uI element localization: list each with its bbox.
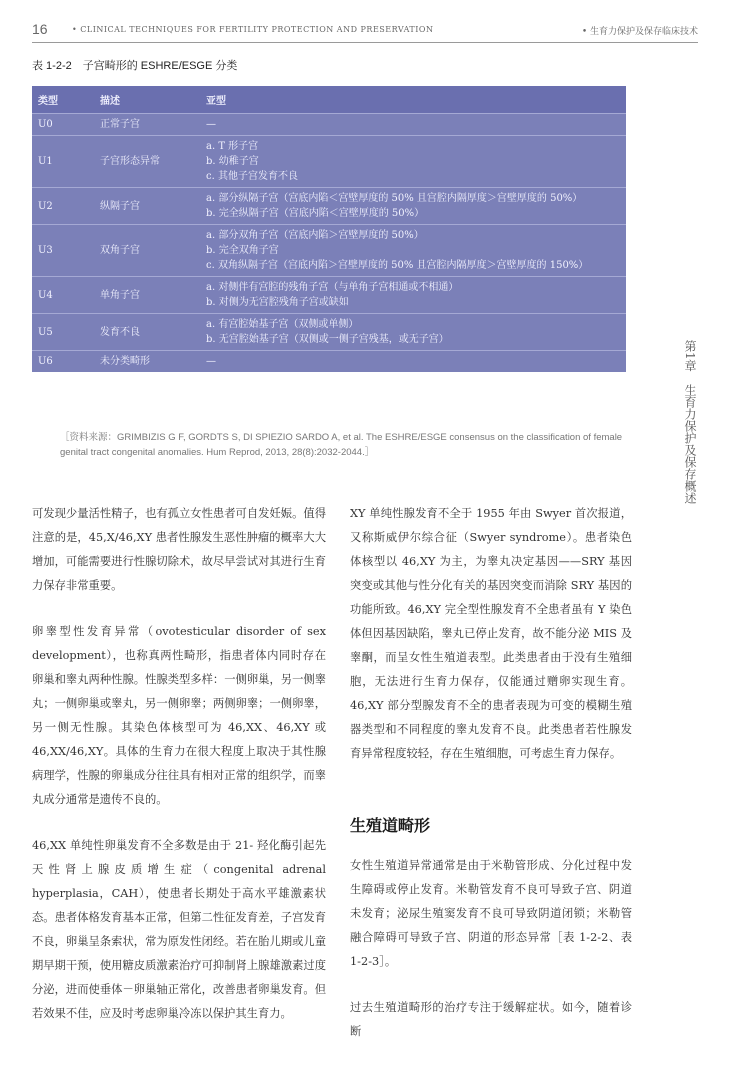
subtype-line: a. 部分纵隔子宫（宫底内陷＜宫壁厚度的 50% 且宫腔内隔厚度＞宫壁厚度的 50%）	[206, 193, 583, 204]
subtype-line: b. 幼稚子宫	[206, 156, 259, 167]
cell-description: 未分类畸形	[94, 351, 200, 373]
running-title-chinese: • 生育力保护及保存临床技术	[581, 27, 698, 37]
page-number: 16	[32, 21, 48, 37]
table-caption: 表 1-2-2 子宫畸形的 ESHRE/ESGE 分类	[32, 60, 238, 72]
cell-subtypes	[200, 188, 626, 225]
chapter-title: 生育力保护及保存概述	[683, 383, 697, 504]
table-row	[32, 136, 626, 188]
paragraph: 过去生殖道畸形的治疗专注于缓解症状。如今，随着诊断	[350, 1001, 632, 1038]
header-subtype: 亚型	[200, 86, 626, 114]
table-row	[32, 351, 626, 373]
section-heading: 生殖道畸形	[350, 816, 431, 835]
paragraph: 卵睾型性发育异常（ovotesticular disorder of sex development），也称真两性畸形，指患者体内同时存在卵巢和睾丸两种性腺。性腺类型多样：一侧卵巢，另一侧睾丸；一侧卵巢或睾丸，另一侧卵睾；两侧卵睾；一侧卵睾，另一侧无性腺。其染色体核型可为 46,XX、46,XY 或 46,XX/46,XY。具体的生育力在很大程度上取决于其性腺病理学，性腺的卵巢成分往往具有相对正常的组织学，而睾丸成分通常是遗传不良的。	[32, 625, 326, 806]
subtype-line: —	[206, 356, 216, 367]
classification-table	[32, 86, 626, 372]
right-column	[350, 502, 632, 1066]
header-rule	[32, 42, 698, 43]
left-column	[32, 502, 326, 1048]
table-row	[32, 188, 626, 225]
subtype-line: —	[206, 119, 216, 130]
cell-type: U6	[32, 351, 94, 373]
page-header	[32, 23, 698, 43]
table-header-row	[32, 86, 626, 114]
subtype-line: a. 有宫腔始基子宫（双侧或单侧）	[206, 319, 359, 330]
cell-description: 发育不良	[94, 314, 200, 351]
subtype-line: b. 完全双角子宫	[206, 245, 279, 256]
cell-subtypes	[200, 277, 626, 314]
cell-description: 纵隔子宫	[94, 188, 200, 225]
cell-subtypes	[200, 225, 626, 277]
running-title-english: • CLINICAL TECHNIQUES FOR FERTILITY PROTECTION AND PRESERVATION	[72, 25, 434, 34]
cell-description: 正常子宫	[94, 114, 200, 136]
cell-subtypes	[200, 314, 626, 351]
cell-type: U2	[32, 188, 94, 225]
cell-type: U5	[32, 314, 94, 351]
cell-description: 子宫形态异常	[94, 136, 200, 188]
table-row	[32, 277, 626, 314]
cell-description: 单角子宫	[94, 277, 200, 314]
subtype-line: c. 双角纵隔子宫（宫底内陷＞宫壁厚度的 50% 且宫腔内隔厚度＞宫壁厚度的 150%）	[206, 260, 589, 271]
subtype-line: a. 部分双角子宫（宫底内陷＞宫壁厚度的 50%）	[206, 230, 424, 241]
header-type: 类型	[32, 86, 94, 114]
header-description: 描述	[94, 86, 200, 114]
cell-type: U3	[32, 225, 94, 277]
paragraph: 46,XX 单纯性卵巢发育不全多数是由于 21- 羟化酶引起先天性肾上腺皮质增生症（congenital adrenal hyperplasia，CAH），使患者长期处于高水平雄激素状态。患者体格发育基本正常，但第二性征发育差，子宫发育不良，卵巢呈条索状，常为原发性闭经。若在胎儿期或儿童期早期干预，使用糖皮质激素治疗可抑制肾上腺雄激素过度分泌，进而使垂体－卵巢轴正常化，改善患者卵巢发育。但若效果不佳，应及时考虑卵巢冷冻以保护其生育力。	[32, 839, 326, 1020]
subtype-line: c. 其他子宫发育不良	[206, 171, 298, 182]
subtype-line: a. T 形子宫	[206, 141, 259, 152]
table-row	[32, 225, 626, 277]
paragraph: XY 单纯性腺发育不全于 1955 年由 Swyer 首次报道，又称斯威伊尔综合征（Swyer syndrome）。患者染色体核型以 46,XY 为主，为睾丸决定基因——SRY 基因突变或其他与性分化有关的基因突变而消除 SRY 基因的功能所致。46,XY 完全型性腺发育不全患者虽有 Y 染色体但因基因缺陷，睾丸已停止发育，故不能分泌 MIS 及睾酮，而呈女性生殖道表型。此类患者由于没有生殖细胞，无法进行生育力保存，仅能通过赠卵实现生育。46,XY 部分型腺发育不全的患者表现为可变的模糊生殖器类型和不同程度的睾丸发育不良。此类患者若性腺发育异常程度较轻，存在生殖细胞，可考虑生育力保存。	[350, 507, 632, 760]
paragraph: 女性生殖道异常通常是由于米勒管形成、分化过程中发生障碍或停止发育。米勒管发育不良可导致子宫、阴道未发育；泌尿生殖窦发育不良可导致阴道闭锁；米勒管融合障碍可导致子宫、阴道的形态异常［表 1-2-2、表 1-2-3］。	[350, 859, 632, 968]
cell-type: U0	[32, 114, 94, 136]
chapter-number: 第1章	[683, 340, 697, 372]
table-row	[32, 114, 626, 136]
table-source-note: ［资料来源：GRIMBIZIS G F, GORDTS S, DI SPIEZIO SARDO A, et al. The ESHRE/ESGE consensus on the classification of female genital tract congenital anomalies. Hum Reprod, 2013, 28(8):2032-2044.］	[60, 432, 623, 458]
subtype-line: b. 完全纵隔子宫（宫底内陷＜宫壁厚度的 50%）	[206, 208, 425, 219]
chapter-side-label	[681, 340, 705, 504]
cell-subtypes	[200, 351, 626, 373]
paragraph: 可发现少量活性精子，也有孤立女性患者可自发妊娠。值得注意的是，45,X/46,XY 患者性腺发生恶性肿瘤的概率大大增加，可能需要进行性腺切除术，故尽早尝试对其进行生育力保存非常重要。	[32, 507, 326, 592]
subtype-line: b. 无宫腔始基子宫（双侧或一侧子宫残基，或无子宫）	[206, 334, 449, 345]
cell-subtypes	[200, 136, 626, 188]
cell-subtypes	[200, 114, 626, 136]
cell-description: 双角子宫	[94, 225, 200, 277]
subtype-line: b. 对侧为无宫腔残角子宫或缺如	[206, 297, 349, 308]
cell-type: U1	[32, 136, 94, 188]
table-row	[32, 314, 626, 351]
subtype-line: a. 对侧伴有宫腔的残角子宫（与单角子宫相通或不相通）	[206, 282, 459, 293]
cell-type: U4	[32, 277, 94, 314]
